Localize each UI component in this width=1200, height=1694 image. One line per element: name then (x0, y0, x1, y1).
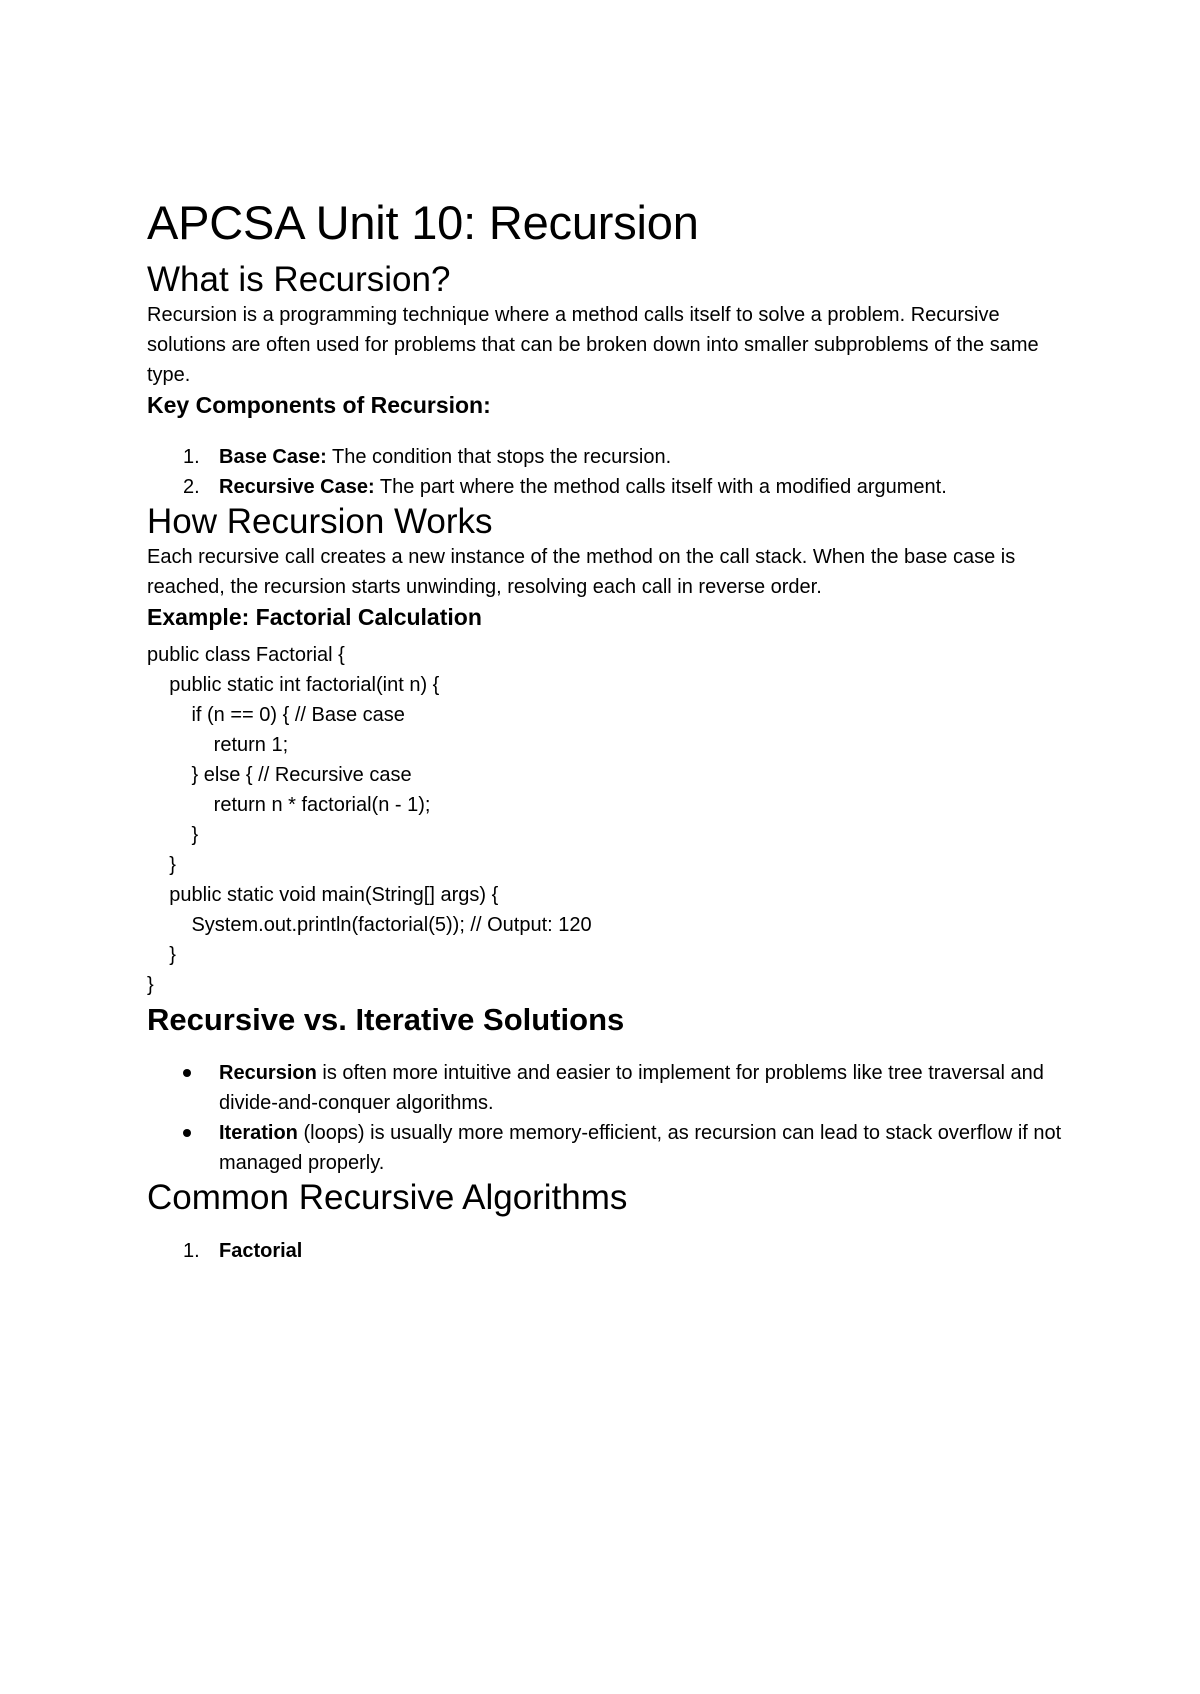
list-item-recursive-case (147, 472, 1067, 502)
key-components-list (147, 442, 1067, 502)
code-line: } (147, 944, 176, 966)
code-block (147, 640, 1067, 1000)
bullet-icon (183, 1069, 191, 1077)
heading-what-is-recursion: What is Recursion? (147, 260, 451, 299)
code-line: return 1; (147, 734, 289, 756)
list-item-factorial (147, 1236, 1067, 1266)
code-line: } (147, 824, 199, 846)
code-line: System.out.println(factorial(5)); // Output: 120 (147, 914, 592, 936)
common-algorithms-list (147, 1236, 1067, 1266)
list-number: 2. (183, 476, 200, 498)
list-item-base-case (147, 442, 1067, 472)
list-number: 1. (183, 446, 200, 468)
list-item-recursion (147, 1058, 1067, 1118)
code-line: } else { // Recursive case (147, 764, 412, 786)
code-line: } (147, 974, 154, 996)
code-line: return n * factorial(n - 1); (147, 794, 431, 816)
recursive-vs-iterative-list (147, 1058, 1067, 1178)
heading-recursive-vs-iterative: Recursive vs. Iterative Solutions (147, 1002, 625, 1037)
heading-how-recursion-works: How Recursion Works (147, 502, 493, 541)
code-line: if (n == 0) { // Base case (147, 704, 405, 726)
list-item-label: Base Case: (219, 446, 327, 468)
list-item-iteration (147, 1118, 1067, 1178)
list-item-text: The condition that stops the recursion. (326, 446, 672, 468)
bullet-icon (183, 1129, 191, 1137)
code-line: public class Factorial { (147, 644, 345, 666)
list-item-label: Factorial (219, 1240, 303, 1262)
code-line: } (147, 854, 176, 876)
paragraph-how-recursion-works: Each recursive call creates a new instance of the method on the call stack. When the base case is reached, the recursion starts unwinding, resolving each call in reverse order. (147, 546, 1016, 598)
paragraph-what-is-recursion: Recursion is a programming technique where a method calls itself to solve a problem. Recursive solutions are often used for problems that can be broken down into smaller subproblems of the same type. (147, 304, 1039, 386)
heading-common-recursive-algorithms: Common Recursive Algorithms (147, 1178, 628, 1217)
list-item-text: (loops) is usually more memory-efficient, as recursion can lead to stack overflow if not managed properly. (219, 1122, 1062, 1174)
list-item-text: is often more intuitive and easier to implement for problems like tree traversal and divide-and-conquer algorithms. (219, 1062, 1044, 1114)
code-line: public static int factorial(int n) { (147, 674, 440, 696)
list-item-label: Recursive Case: (219, 476, 375, 498)
code-line: public static void main(String[] args) { (147, 884, 499, 906)
page-title: APCSA Unit 10: Recursion (147, 196, 699, 249)
list-item-text: The part where the method calls itself with a modified argument. (374, 476, 947, 498)
heading-key-components: Key Components of Recursion: (147, 392, 491, 418)
list-number: 1. (183, 1240, 200, 1262)
document-content (147, 186, 1067, 1266)
list-item-label: Recursion (219, 1062, 317, 1084)
heading-example-factorial: Example: Factorial Calculation (147, 604, 482, 630)
list-item-label: Iteration (219, 1122, 298, 1144)
